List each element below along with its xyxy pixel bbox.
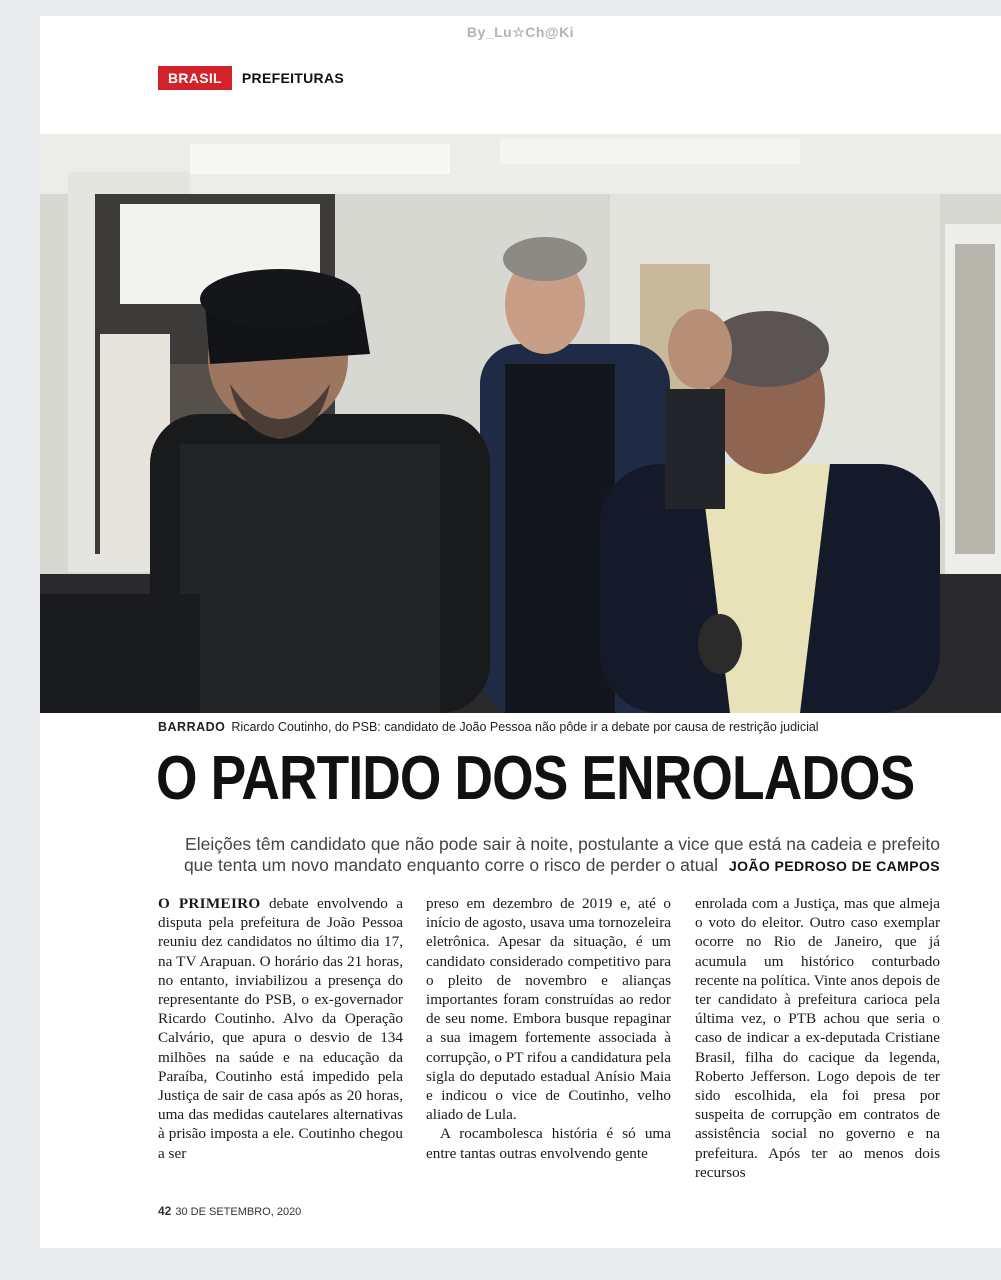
lead-in: O PRIMEIRO: [158, 895, 261, 912]
deck: [158, 834, 940, 877]
issue-date: 30 DE SETEMBRO, 2020: [175, 1206, 302, 1218]
section-label: BRASIL: [158, 66, 232, 90]
body-paragraph: enrolada com a Justiça, mas que almeja o voto do eleitor. Outro caso exemplar ocorre no Rio de Janeiro, que já acumula um histórico conturbado recente na política. Vinte anos depois de ter candidato à prefeitura carioca pela última vez, o PTB achou que seria o caso de indicar a ex-deputada Cristiane Brasil, filha do cacique da legenda, Roberto Jefferson. Logo depois de ter sido escolhida, ela foi presa por suspeita de corrupção em contratos de assistência social no governo e na prefeitura. Após ter ao menos dois recursos: [695, 895, 940, 1181]
caption-text: Ricardo Coutinho, do PSB: candidato de João Pessoa não pôde ir a debate por causa de restrição judicial: [231, 720, 819, 734]
caption-kicker: BARRADO: [158, 720, 226, 734]
section-rubric: [158, 66, 344, 90]
folio: [158, 1204, 301, 1218]
body-text: debate envolvendo a disputa pela prefeitura de João Pessoa reuniu dez candidatos no último dia 17, na TV Arapuan. O horário das 21 horas, no entanto, inviabilizou a presença do representante do PSB, o ex-governador Ricardo Coutinho. Alvo da Operação Calvário, que apura o desvio de 134 milhões na saúde e na educação da Paraíba, Coutinho está impedido pela Justiça de sair de casa após as 20 horas, uma das medidas cautelares alternativas à prisão imposta a ele. Coutinho chegou a ser: [158, 895, 404, 1162]
author-byline: JOÃO PEDROSO DE CAMPOS: [728, 858, 940, 874]
body-paragraph: preso em dezembro de 2019 e, até o início de agosto, usava uma tornozeleira eletrônica. Apesar da situação, é um candidato considerado competitivo para o pleito de novembro e alianças importantes foram construídas ao redor de seu nome. Embora busque repaginar a sua imagem fortemente associada à corrupção, o PT rifou a candidatura pela sigla do deputado estadual Anísio Maia e indicou o vice de Coutinho, velho aliado de Lula.: [426, 895, 671, 1124]
subsection-label: PREFEITURAS: [241, 70, 345, 86]
page-number: 42: [158, 1204, 172, 1218]
magazine-page: [40, 16, 1001, 1248]
body-column-2: [426, 894, 671, 1163]
headline: O PARTIDO DOS ENROLADOS: [156, 744, 915, 813]
body-column-3: [695, 894, 940, 1182]
body-paragraph: [158, 894, 403, 1163]
body-column-1: [158, 894, 403, 1163]
body-paragraph: A rocambolesca história é só uma entre tantas outras envolvendo gente: [426, 1125, 671, 1162]
deck-text: Eleições têm candidato que não pode sair à noite, postulante a vice que está na cadeia e prefeito que tenta um novo mandato enquanto corre o risco de perder o atual: [183, 834, 940, 875]
watermark: By_Lu☆Ch@Ki: [466, 24, 575, 40]
photo-icon: [40, 134, 1001, 713]
photo-caption: [158, 720, 819, 734]
news-photo: [40, 134, 1001, 713]
